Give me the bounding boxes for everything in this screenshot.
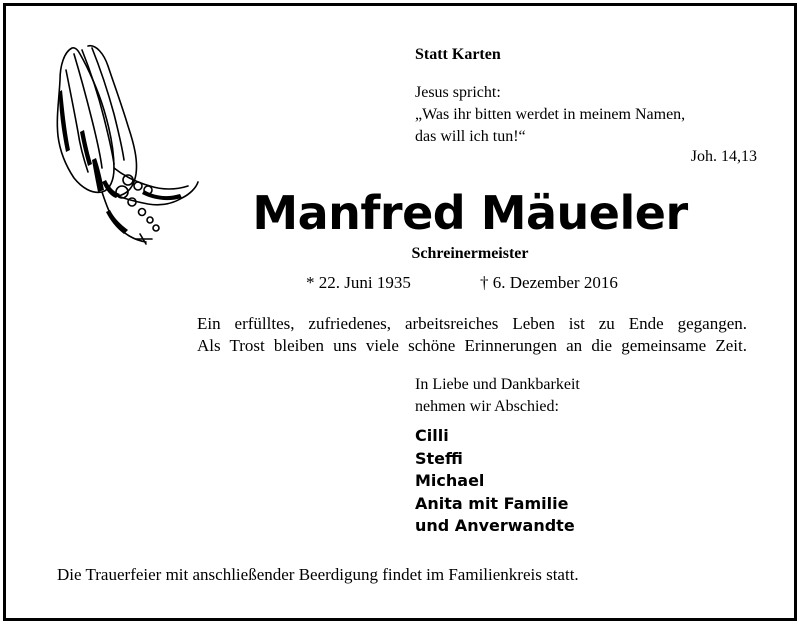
- quote-line-1: „Was ihr bitten werdet in meinem Namen,: [415, 106, 686, 123]
- farewell-line-2: nehmen wir Abschied:: [415, 398, 559, 415]
- deceased-name: Manfred Mäueler: [252, 186, 688, 240]
- family-member: Anita mit Familie: [415, 493, 569, 513]
- birth-date: * 22. Juni 1935: [306, 273, 411, 292]
- family-member: Steffi: [415, 448, 463, 468]
- message-text: [197, 313, 747, 357]
- message-line-1: Ein erfülltes, zufriedenes, arbeitsreiches Leben ist zu Ende gegangen.: [197, 314, 747, 333]
- message-line-2: Als Trost bleiben uns viele schöne Erinnerungen an die gemeinsame Zeit.: [197, 336, 747, 355]
- quote-line-2: das will ich tun!“: [415, 128, 526, 145]
- quote-reference: Joh. 14,13: [690, 148, 757, 165]
- family-member: Michael: [415, 471, 485, 490]
- intro-text: Statt Karten: [415, 46, 501, 63]
- funeral-notice: Die Trauerfeier mit anschließender Beerdigung findet im Familienkreis statt.: [57, 565, 579, 584]
- death-date: † 6. Dezember 2016: [480, 273, 618, 292]
- farewell-line-1: In Liebe und Dankbarkeit: [415, 376, 580, 393]
- quote-intro: Jesus spricht:: [415, 84, 501, 101]
- family-member: und Anverwandte: [415, 516, 575, 535]
- deceased-profession: Schreinermeister: [411, 245, 529, 262]
- family-member: Cilli: [415, 426, 449, 445]
- family-list: [415, 425, 575, 538]
